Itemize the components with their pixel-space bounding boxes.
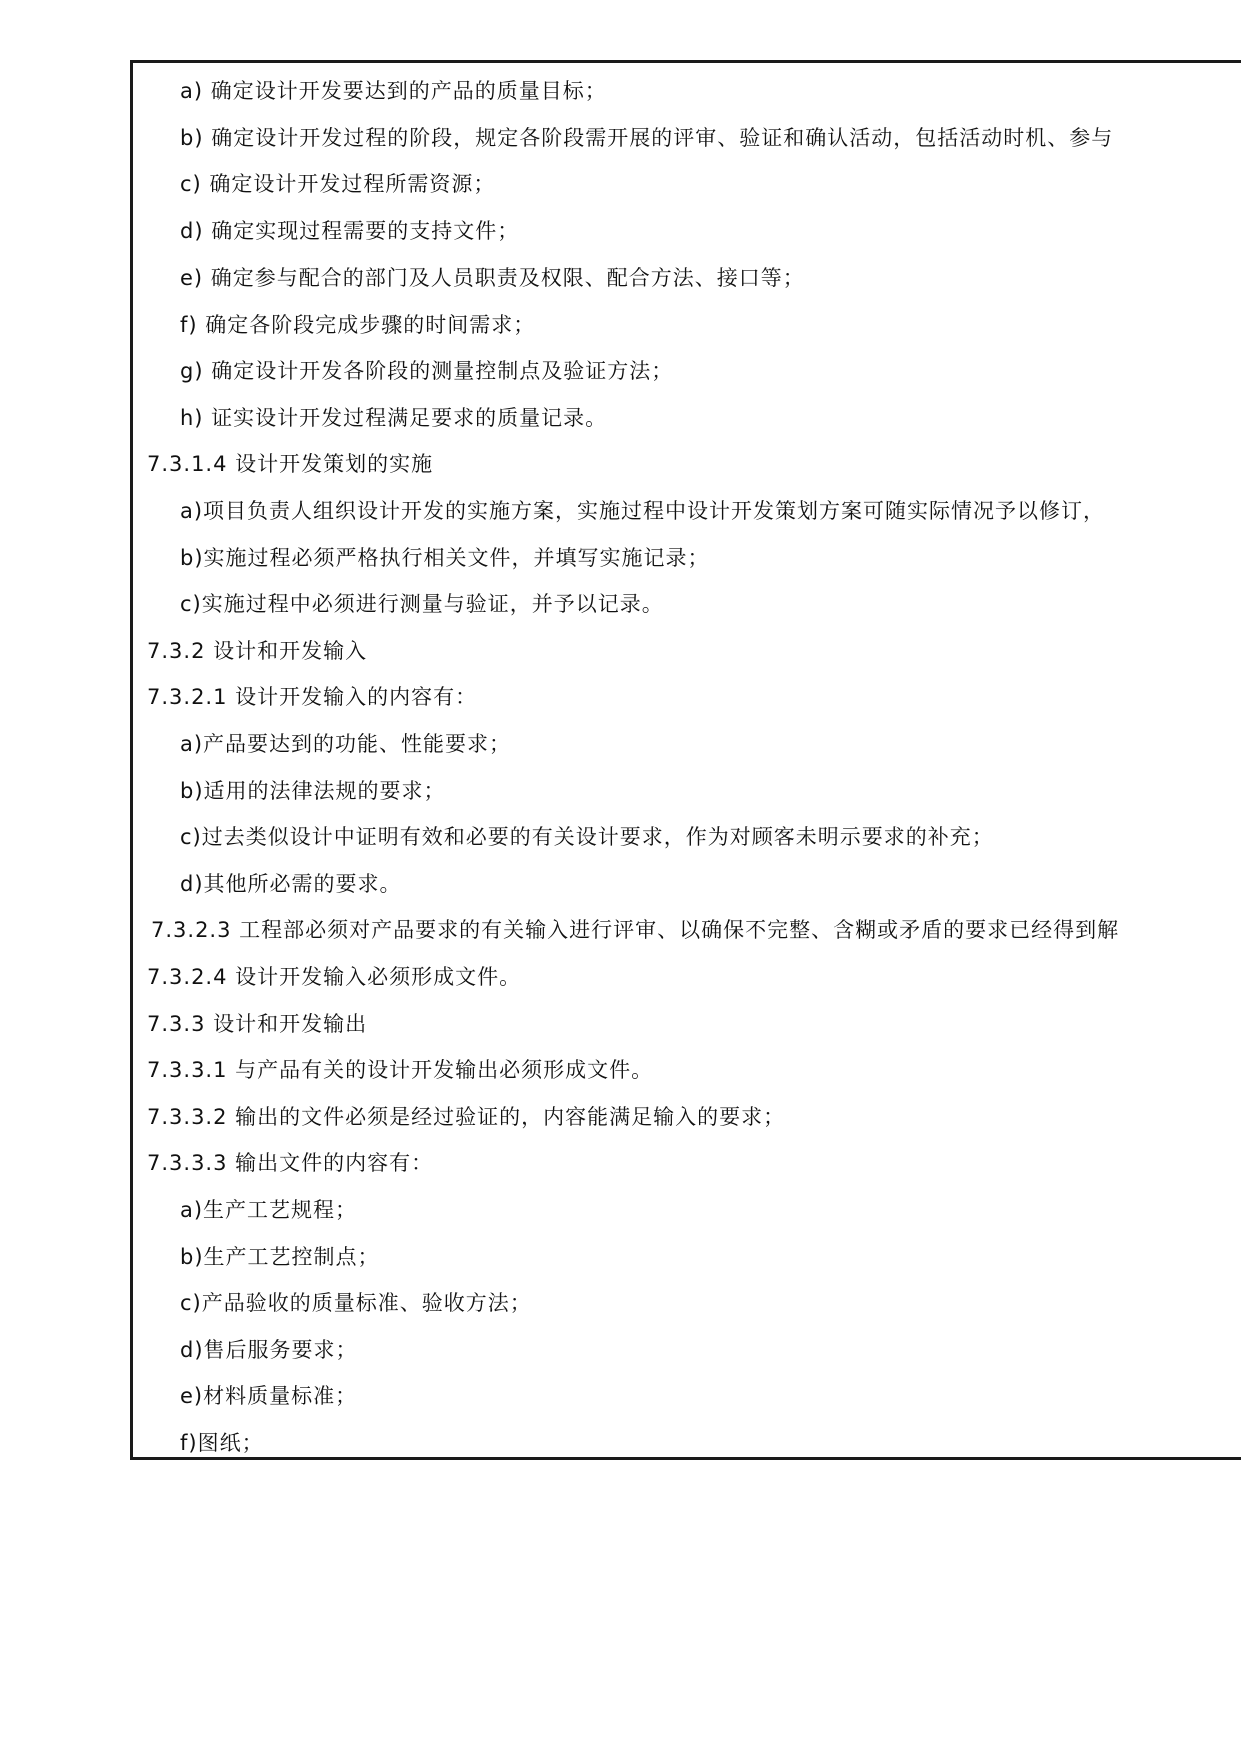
section-heading: 7.3.2.4 设计开发输入必须形成文件。 bbox=[147, 965, 522, 989]
list-item: d)其他所必需的要求。 bbox=[180, 872, 402, 896]
list-item: c)实施过程中必须进行测量与验证，并予以记录。 bbox=[180, 592, 664, 616]
list-item: h) 证实设计开发过程满足要求的质量记录。 bbox=[180, 406, 608, 430]
list-item: a)生产工艺规程； bbox=[180, 1198, 358, 1222]
list-item: e) 确定参与配合的部门及人员职责及权限、配合方法、接口等； bbox=[180, 266, 805, 290]
list-item: c)产品验收的质量标准、验收方法； bbox=[180, 1291, 532, 1315]
list-item: b) 确定设计开发过程的阶段，规定各阶段需开展的评审、验证和确认活动，包括活动时机、参与 bbox=[180, 126, 1114, 150]
list-item: b)实施过程必须严格执行相关文件，并填写实施记录； bbox=[180, 546, 710, 570]
document-frame bbox=[130, 60, 1241, 1460]
section-heading: 7.3.2 设计和开发输入 bbox=[147, 639, 368, 663]
list-item: a)产品要达到的功能、性能要求； bbox=[180, 732, 512, 756]
list-item: f) 确定各阶段完成步骤的时间需求； bbox=[180, 313, 536, 337]
section-heading: 7.3.3.1 与产品有关的设计开发输出必须形成文件。 bbox=[147, 1058, 654, 1082]
list-item: c) 确定设计开发过程所需资源； bbox=[180, 172, 496, 196]
list-item: a) 确定设计开发要达到的产品的质量目标； bbox=[180, 79, 607, 103]
list-item: a)项目负责人组织设计开发的实施方案，实施过程中设计开发策划方案可随实际情况予以修订， bbox=[180, 499, 1106, 523]
section-heading: 7.3.3.2 输出的文件必须是经过验证的，内容能满足输入的要求； bbox=[147, 1105, 786, 1129]
section-heading: 7.3.3 设计和开发输出 bbox=[147, 1012, 368, 1036]
list-item: b)生产工艺控制点； bbox=[180, 1245, 380, 1269]
list-item: b)适用的法律法规的要求； bbox=[180, 779, 446, 803]
list-item: c)过去类似设计中证明有效和必要的有关设计要求，作为对顾客未明示要求的补充； bbox=[180, 825, 994, 849]
list-item: g) 确定设计开发各阶段的测量控制点及验证方法； bbox=[180, 359, 674, 383]
list-item: f)图纸； bbox=[180, 1431, 264, 1455]
list-item: e)材料质量标准； bbox=[180, 1384, 358, 1408]
section-heading: 7.3.3.3 输出文件的内容有： bbox=[147, 1151, 434, 1175]
section-heading: 7.3.2.3 工程部必须对产品要求的有关输入进行评审、以确保不完整、含糊或矛盾的要求已经得到解 bbox=[151, 918, 1120, 942]
list-item: d) 确定实现过程需要的支持文件； bbox=[180, 219, 520, 243]
section-heading: 7.3.2.1 设计开发输入的内容有： bbox=[147, 685, 478, 709]
list-item: d)售后服务要求； bbox=[180, 1338, 358, 1362]
section-heading: 7.3.1.4 设计开发策划的实施 bbox=[147, 452, 434, 476]
